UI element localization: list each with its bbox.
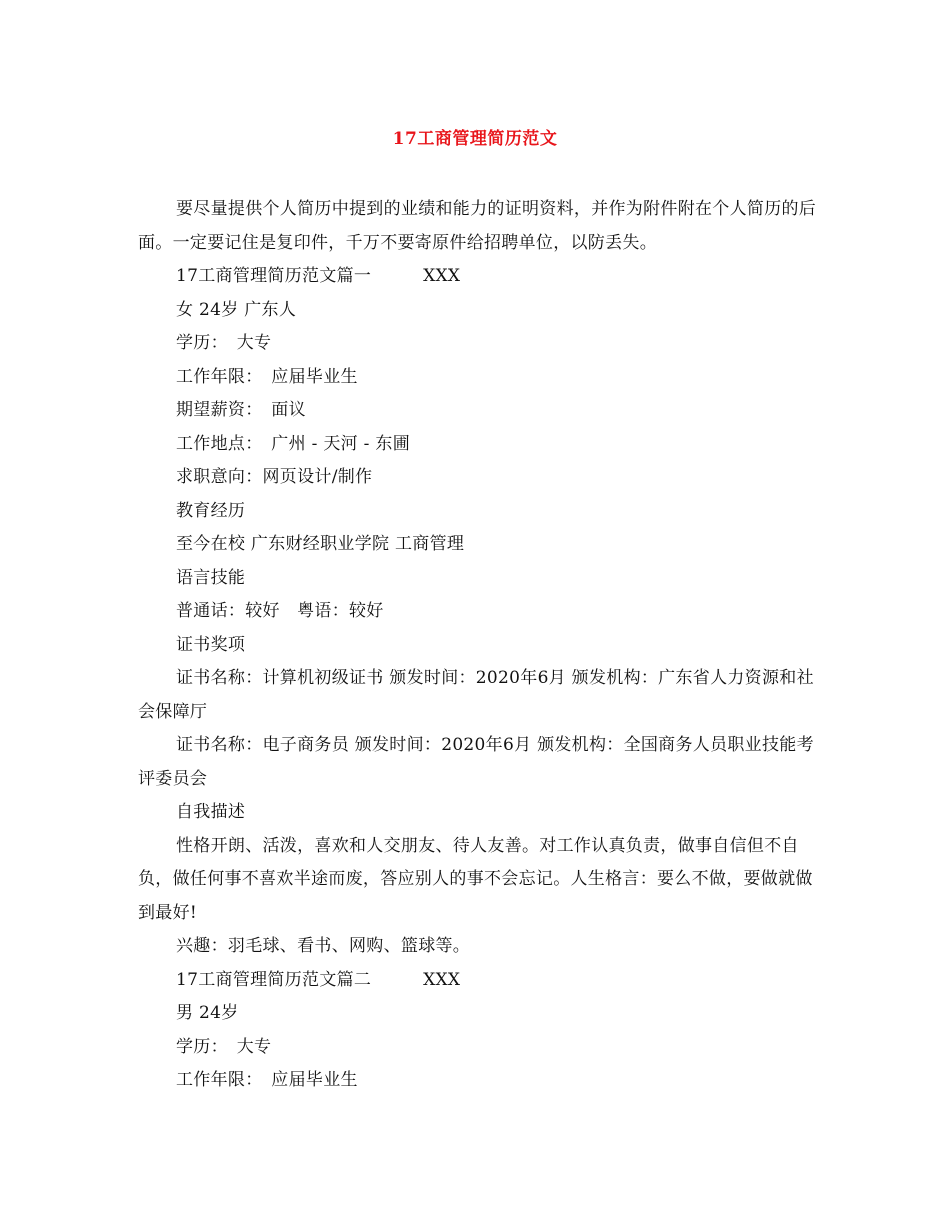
- resume-1-education-level: 学历： 大专: [176, 333, 272, 353]
- resume-1-work-years: 工作年限： 应届毕业生: [176, 366, 358, 387]
- resume-1-expected-salary: 期望薪资： 面议: [176, 400, 306, 420]
- resume-1-language-heading: 语言技能: [176, 567, 246, 588]
- resume-1-job-intention: 求职意向：网页设计/制作: [176, 467, 373, 487]
- resume-1-certificates-heading: 证书奖项: [176, 634, 246, 655]
- resume-2-work-years: 工作年限： 应届毕业生: [176, 1070, 358, 1090]
- intro-paragraph: 要尽量提供个人简历中提到的业绩和能力的证明资料，并作为附件附在个人简历的后面。一定要记住是复印件，千万不要寄原件给招聘单位，以防丢失。: [138, 199, 817, 253]
- resume-2-basic-info: 男 24岁: [176, 1003, 239, 1023]
- resume-1-certificate-1: 证书名称：计算机初级证书 颁发时间：2020年6月 颁发机构：广东省人力资源和社会保障厅: [138, 668, 814, 722]
- resume-1-education-heading: 教育经历: [176, 500, 246, 521]
- resume-1-heading: 17工商管理简历范文篇一 XXX: [176, 266, 461, 286]
- document-title: 17工商管理简历范文: [392, 129, 558, 149]
- resume-1-education-detail: 至今在校 广东财经职业学院 工商管理: [176, 534, 465, 554]
- resume-2-heading: 17工商管理简历范文篇二 XXX: [176, 969, 461, 990]
- resume-1-language-detail: 普通话：较好 粤语：较好: [176, 601, 384, 621]
- document-body: [138, 193, 828, 1098]
- resume-1-work-location: 工作地点： 广州 - 天河 - 东圃: [176, 433, 411, 454]
- resume-1-basic-info: 女 24岁 广东人: [176, 299, 297, 320]
- resume-1-self-description-heading: 自我描述: [176, 802, 246, 822]
- resume-1-certificate-2: 证书名称：电子商务员 颁发时间：2020年6月 颁发机构：全国商务人员职业技能考评委员会: [138, 735, 814, 789]
- resume-2-education-level: 学历： 大专: [176, 1036, 272, 1057]
- resume-1-interests: 兴趣：羽毛球、看书、网购、篮球等。: [176, 936, 471, 956]
- resume-1-self-description: 性格开朗、活泼，喜欢和人交朋友、待人友善。对工作认真负责，做事自信但不自负，做任何事不喜欢半途而废，答应别人的事不会忘记。人生格言：要么不做，要做就做到最好!: [138, 835, 813, 923]
